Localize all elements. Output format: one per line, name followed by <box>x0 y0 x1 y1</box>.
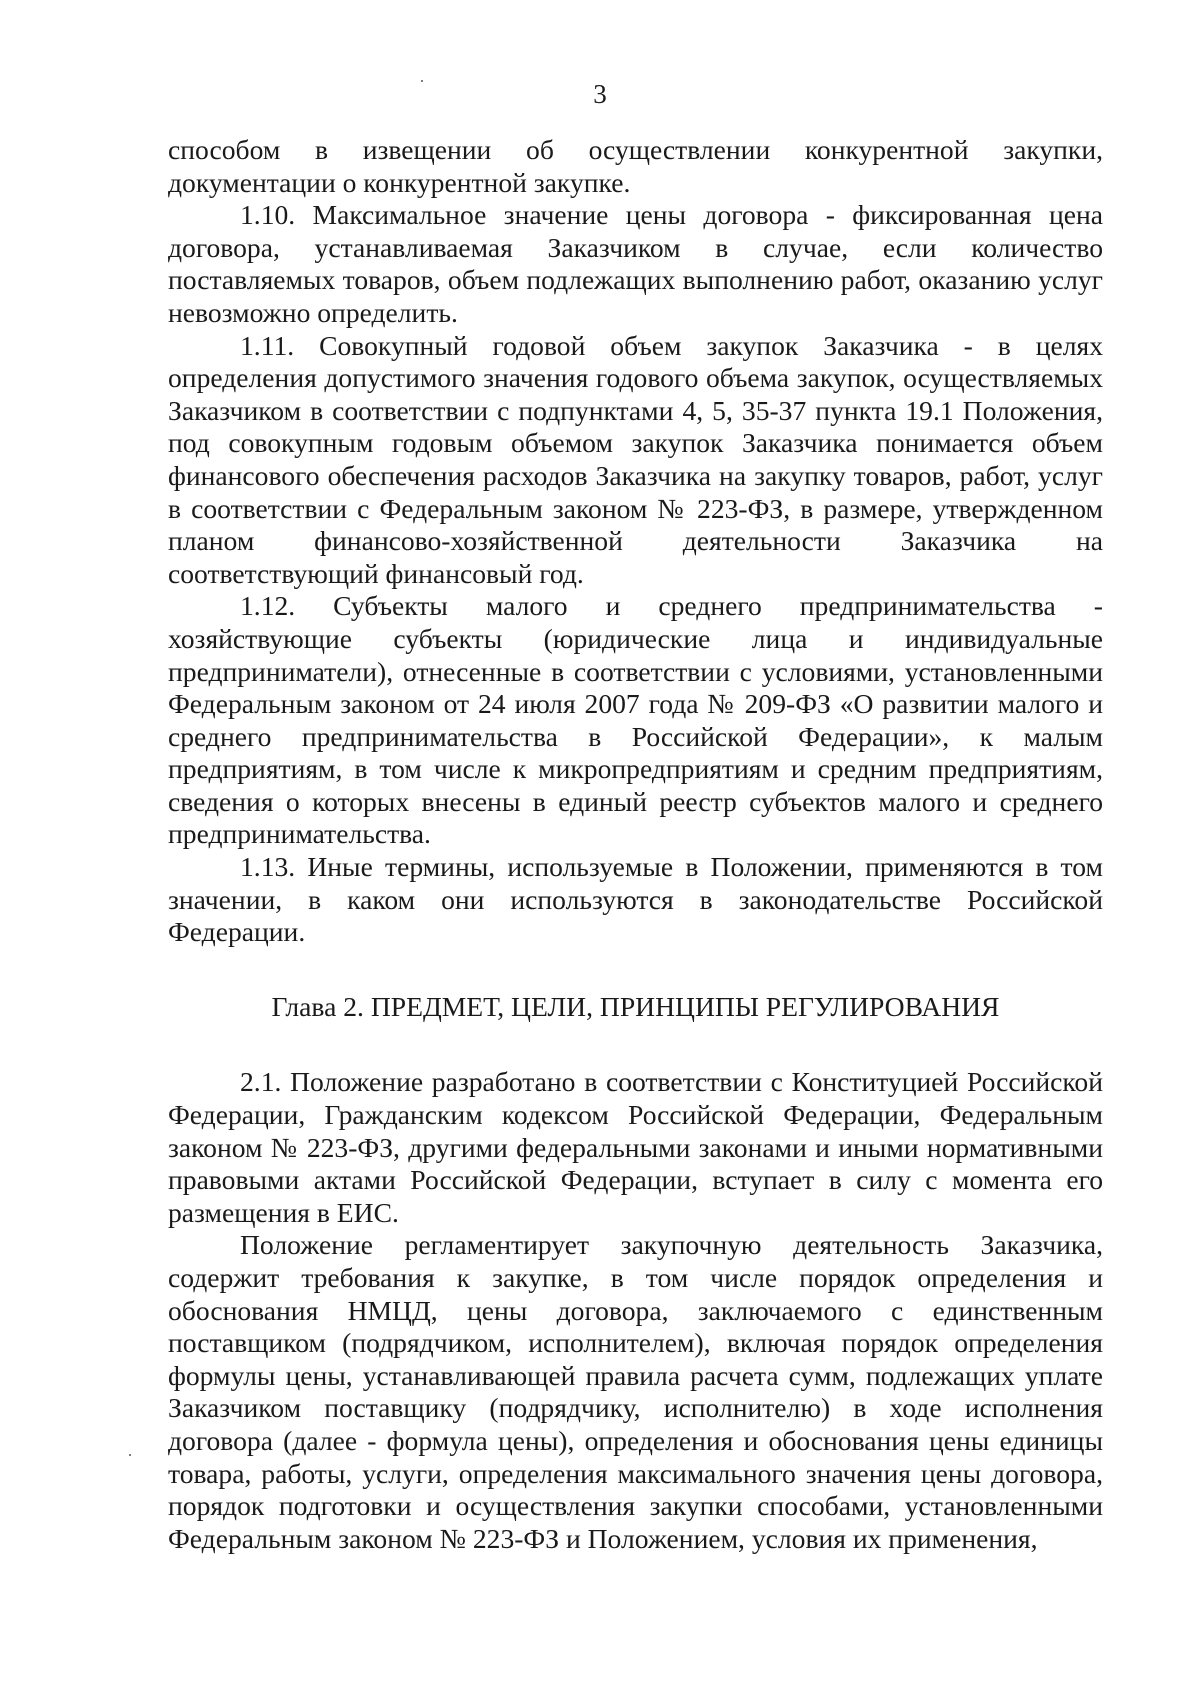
page-number: 3 <box>593 79 607 109</box>
paragraph-1-10: 1.10. Максимальное значение цены договора - фиксированная цена договора, устанавливаемая Заказчиком в случае, если количество поставляемых товаров, объем подлежащих выполнению работ, оказанию услуг невозможно определить. <box>168 199 1103 328</box>
scan-speck <box>129 1454 131 1456</box>
chapter-heading: Глава 2. ПРЕДМЕТ, ЦЕЛИ, ПРИНЦИПЫ РЕГУЛИРОВАНИЯ <box>271 990 1000 1022</box>
document-body <box>168 134 1103 1555</box>
paragraph-1-11: 1.11. Совокупный годовой объем закупок Заказчика - в целях определения допустимого значения годового объема закупок, осуществляемых Заказчиком в соответствии с подпунктами 4, 5, 35-37 пункта 19.1 Положения, под совокупным годовым объемом закупок Заказчика понимается объем финансового обеспечения расходов Заказчика на закупку товаров, работ, услуг в соответствии с Федеральным законом № 223-ФЗ, в размере, утвержденном планом финансово-хозяйственной деятельности Заказчика на соответствующий финансовый год. <box>168 329 1103 589</box>
paragraph-2-1: 2.1. Положение разработано в соответствии с Конституцией Российской Федерации, Гражданским кодексом Российской Федерации, Федеральным законом № 223-ФЗ, другими федеральными законами и иными нормативными правовыми актами Российской Федерации, вступает в силу с момента его размещения в ЕИС. <box>168 1066 1103 1228</box>
paragraph-continuation: способом в извещении об осуществлении конкурентной закупки, документации о конкурентной закупке. <box>168 134 1103 198</box>
paragraph-1-13: 1.13. Иные термины, используемые в Положении, применяются в том значении, в каком они используются в законодательстве Российской Федерации. <box>168 851 1103 948</box>
paragraph-regulation: Положение регламентирует закупочную деятельность Заказчика, содержит требования к закупке, в том числе порядок определения и обоснования НМЦД, цены договора, заключаемого с единственным поставщиком (подрядчиком, исполнителем), включая порядок определения формулы цены, устанавливающей правила расчета сумм, подлежащих уплате Заказчиком поставщику (подрядчику, исполнителю) в ходе исполнения договора (далее - формула цены), определения и обоснования цены единицы товара, работы, услуги, определения максимального значения цены договора, порядок подготовки и осуществления закупки способами, установленными Федеральным законом № 223-ФЗ и Положением, условия их применения, <box>168 1229 1103 1554</box>
paragraph-1-12: 1.12. Субъекты малого и среднего предпринимательства - хозяйствующие субъекты (юридические лица и индивидуальные предприниматели), отнесенные в соответствии с условиями, установленными Федеральным законом от 24 июля 2007 года № 209-ФЗ «О развитии малого и среднего предпринимательства в Российской Федерации», к малым предприятиям, в том числе к микропредприятиям и средним предприятиям, сведения о которых внесены в единый реестр субъектов малого и среднего предпринимательства. <box>168 590 1103 850</box>
